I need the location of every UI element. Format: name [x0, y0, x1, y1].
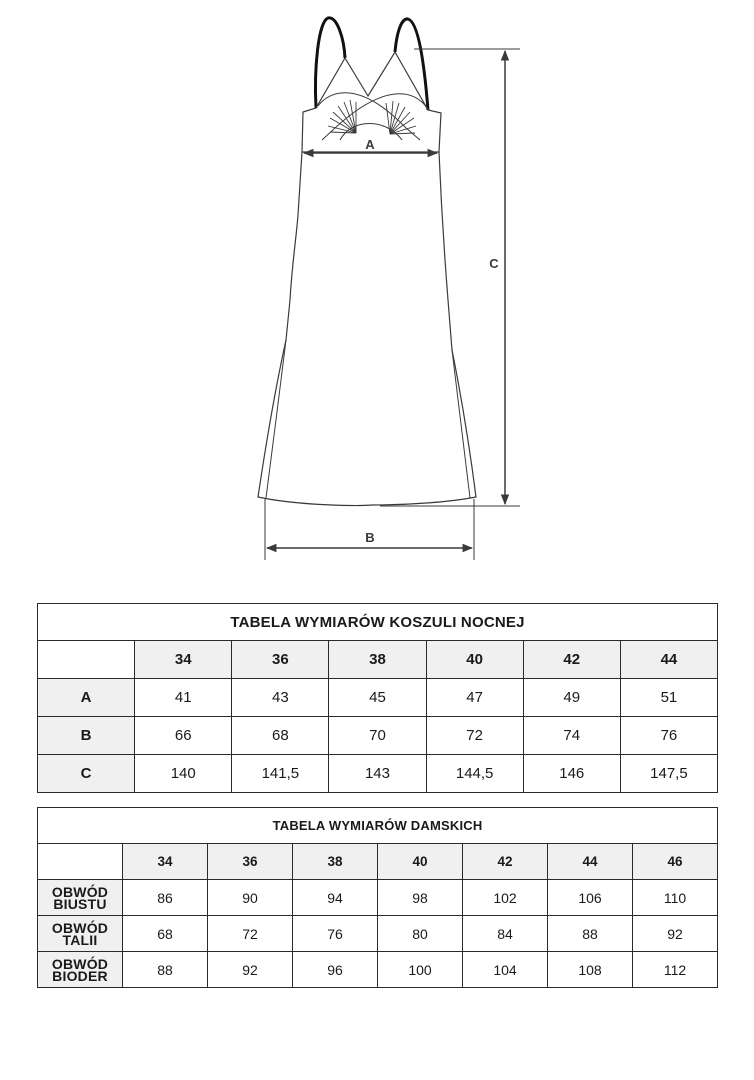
table-cell: 88: [123, 952, 208, 988]
table-cell: 49: [523, 679, 620, 717]
table-cell: 68: [232, 717, 329, 755]
table-cell: 104: [463, 952, 548, 988]
table-cell: 146: [523, 755, 620, 793]
table-row: [38, 755, 718, 793]
table-cell: 68: [123, 916, 208, 952]
table-cell: 51: [620, 679, 717, 717]
table-cell: 90: [208, 880, 293, 916]
table-cell: 143: [329, 755, 426, 793]
table-cell: 72: [426, 717, 523, 755]
table-cell: 47: [426, 679, 523, 717]
table-cell: 144,5: [426, 755, 523, 793]
table-row: [38, 880, 718, 916]
table-cell: 66: [135, 717, 232, 755]
table-cell: 92: [208, 952, 293, 988]
row-label: B: [38, 717, 135, 755]
table-cell: 45: [329, 679, 426, 717]
size-header: 40: [378, 844, 463, 880]
table-cell: 70: [329, 717, 426, 755]
table-row: [38, 916, 718, 952]
table-cell: 140: [135, 755, 232, 793]
table-cell: 84: [463, 916, 548, 952]
size-header: 36: [208, 844, 293, 880]
table-cell: 80: [378, 916, 463, 952]
row-label: C: [38, 755, 135, 793]
nightgown-size-table: [37, 603, 718, 793]
size-header: 34: [123, 844, 208, 880]
table-cell: 41: [135, 679, 232, 717]
table-cell: 76: [293, 916, 378, 952]
nightgown-table-title: TABELA WYMIARÓW KOSZULI NOCNEJ: [38, 604, 718, 641]
table-cell: 88: [548, 916, 633, 952]
table-row: [38, 679, 718, 717]
table-cell: 96: [293, 952, 378, 988]
measure-c-label: C: [489, 256, 499, 271]
womens-table-title: TABELA WYMIARÓW DAMSKICH: [38, 808, 718, 844]
table-cell: 141,5: [232, 755, 329, 793]
table-cell: 112: [633, 952, 718, 988]
row-label: OBWÓD BIODER: [38, 952, 123, 988]
right-strap: [395, 19, 428, 110]
right-gathers: [386, 101, 416, 134]
table-cell: 72: [208, 916, 293, 952]
table-cell: 86: [123, 880, 208, 916]
womens-size-table: [37, 807, 718, 988]
table-cell: 74: [523, 717, 620, 755]
table-cell: 76: [620, 717, 717, 755]
skirt-outline: [258, 152, 476, 505]
size-header: 40: [426, 641, 523, 679]
size-header: 44: [548, 844, 633, 880]
measure-a-label: A: [365, 137, 375, 152]
row-label: A: [38, 679, 135, 717]
header-corner: [38, 641, 135, 679]
left-strap: [316, 18, 346, 108]
size-header: 38: [293, 844, 378, 880]
row-label: OBWÓD BIUSTU: [38, 880, 123, 916]
table-cell: 100: [378, 952, 463, 988]
size-header: 34: [135, 641, 232, 679]
table-cell: 94: [293, 880, 378, 916]
table-row: [38, 952, 718, 988]
measure-b-label: B: [365, 530, 375, 545]
size-header: 46: [633, 844, 718, 880]
table-cell: 43: [232, 679, 329, 717]
table-cell: 108: [548, 952, 633, 988]
header-corner: [38, 844, 123, 880]
table-cell: 110: [633, 880, 718, 916]
table-cell: 102: [463, 880, 548, 916]
size-header: 42: [523, 641, 620, 679]
nightgown-header-row: [38, 641, 718, 679]
size-header: 42: [463, 844, 548, 880]
womens-header-row: [38, 844, 718, 880]
size-header: 38: [329, 641, 426, 679]
table-cell: 92: [633, 916, 718, 952]
table-cell: 106: [548, 880, 633, 916]
size-header: 44: [620, 641, 717, 679]
table-cell: 147,5: [620, 755, 717, 793]
table-cell: 98: [378, 880, 463, 916]
size-header: 36: [232, 641, 329, 679]
table-row: [38, 717, 718, 755]
row-label: OBWÓD TALII: [38, 916, 123, 952]
